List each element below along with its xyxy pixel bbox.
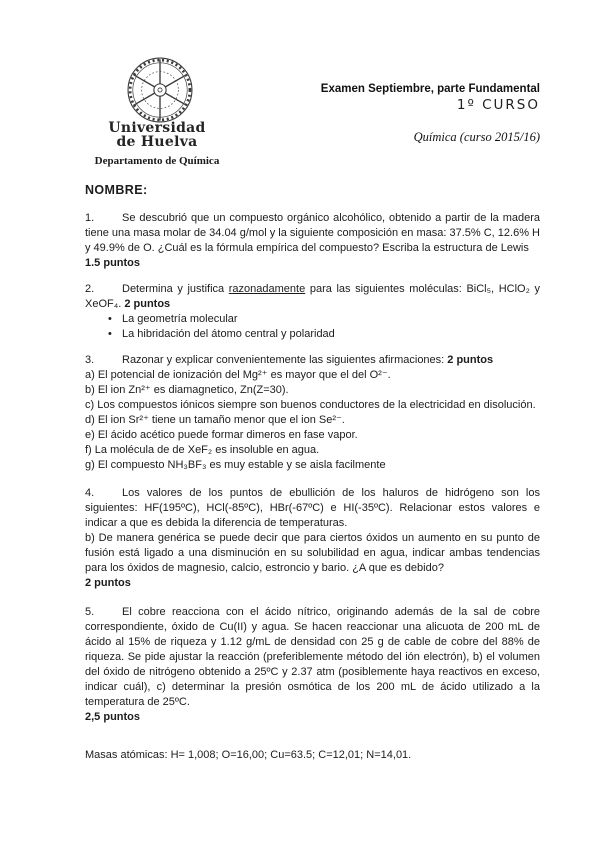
question-5-text: 5. El cobre reacciona con el ácido nítrico, originando además de la sal de cobre correspondiente, óxido de Cu(II) y agua. Se hacen reaccionar una alicuota de 200 mL de ácido al 15% de riqueza y 1.12 g/mL de densidad con 25 g de cable de cobre del 88% de riqueza. Se pide ajustar la reacción (preferiblemente método del ión electrón), b) el volumen del óxido de nitrógeno obtenido a 25ºC y 2.37 atm (posiblemente haya reactivos en exceso, indicar cuál), c) determinar la presión osmótica de los 200 mL de ácido utilizado a la temperatura de 25ºC. [85, 606, 540, 708]
question-5-number: 5. [85, 606, 95, 618]
question-1-text: 1. Se descubrió que un compuesto orgánico alcohólico, obtenido a partir de la madera tiene una masa molar de 34.04 g/mol y la siguiente composición en masa: 37.5% C, 12.6% H y 49.9% de O. ¿Cuál es la fórmula empírica del compuesto? Escriba la estructura de Lewis [85, 212, 540, 254]
question-4-part-b: b) De manera genérica se puede decir que para ciertos óxidos un aumento en su punto de fusión está ligado a una disminución en su solubilidad en agua, indicar ambas tendencias para los óxidos de magnesio, calcio, estroncio y bario. ¿A que es debido? [85, 532, 540, 574]
question-4 [85, 486, 540, 591]
university-name-line2: de Huelva [116, 134, 198, 150]
course-label: 1º CURSO [456, 97, 540, 113]
question-3-item-f: f) La molécula de de XeF₂ es insoluble en agua. [85, 444, 320, 456]
exam-title: Examen Septiembre, parte Fundamental [320, 83, 540, 95]
question-3-item-d: d) El ion Sr²⁺ tiene un tamaño menor que el ion Se²⁻. [85, 414, 345, 426]
atomic-masses-line: Masas atómicas: H= 1,008; O=16,00; Cu=63.5; C=12,01; N=14,01. [85, 749, 412, 761]
question-3-item-e: e) El ácido acético puede formar dimeros en fase vapor. [85, 429, 358, 441]
question-2-underlined-word: razonadamente [228, 283, 306, 295]
question-3-item-b: b) El ion Zn²⁺ es diamagnetico, Zn(Z=30). [85, 384, 289, 396]
question-3-number: 3. [85, 354, 95, 366]
bullet-icon: • [108, 328, 112, 340]
question-3-item-a: a) El potencial de ionización del Mg²⁺ es mayor que el del O²⁻. [85, 369, 391, 381]
question-3-item-g: g) El compuesto NH₃BF₃ es muy estable y se aisla facilmente [85, 459, 386, 471]
question-4-part-a: 4. Los valores de los puntos de ebullición de los haluros de hidrógeno son los siguientes: HF(195ºC), HCl(-85ºC), HBr(-67ºC) e HI(-35ºC). Relacionar estos valores e indicar a que es debida la diferencia de temperaturas. [85, 487, 540, 529]
question-2 [85, 282, 540, 342]
question-3-points: 2 puntos [447, 354, 494, 366]
question-5-points: 2,5 puntos [85, 711, 141, 723]
question-2-number: 2. [85, 283, 95, 295]
question-4-points: 2 puntos [85, 577, 131, 589]
question-2-points: 2 puntos [124, 298, 171, 310]
university-name-line1: Universidad [108, 120, 206, 136]
exam-body [85, 183, 540, 763]
list-item: • La geometría molecular [108, 313, 238, 325]
bullet-icon: • [108, 313, 112, 325]
question-1-points: 1.5 puntos [85, 257, 141, 269]
subject-label: Química (curso 2015/16) [413, 130, 540, 144]
question-3-text: 3. Razonar y explicar convenientemente las siguientes afirmaciones: 2 puntos [85, 354, 494, 366]
question-1 [85, 211, 540, 271]
list-item: • La hibridación del átomo central y polaridad [108, 328, 335, 340]
name-label: NOMBRE: [85, 183, 148, 197]
department-name: Departamento de Química [94, 155, 220, 167]
question-2-bullets [85, 312, 540, 342]
header-right [180, 83, 540, 145]
question-2-text: 2. Determina y justifica razonadamente para las siguientes moléculas: BiCl₅, HClO₂ y XeOF₄. 2 puntos [85, 283, 540, 310]
question-3-item-c: c) Los compuestos iónicos siempre son buenos conductores de la electricidad en disolución. [85, 399, 536, 411]
question-5 [85, 605, 540, 725]
question-1-number: 1. [85, 212, 95, 224]
question-4-number: 4. [85, 487, 95, 499]
question-3 [85, 353, 540, 473]
